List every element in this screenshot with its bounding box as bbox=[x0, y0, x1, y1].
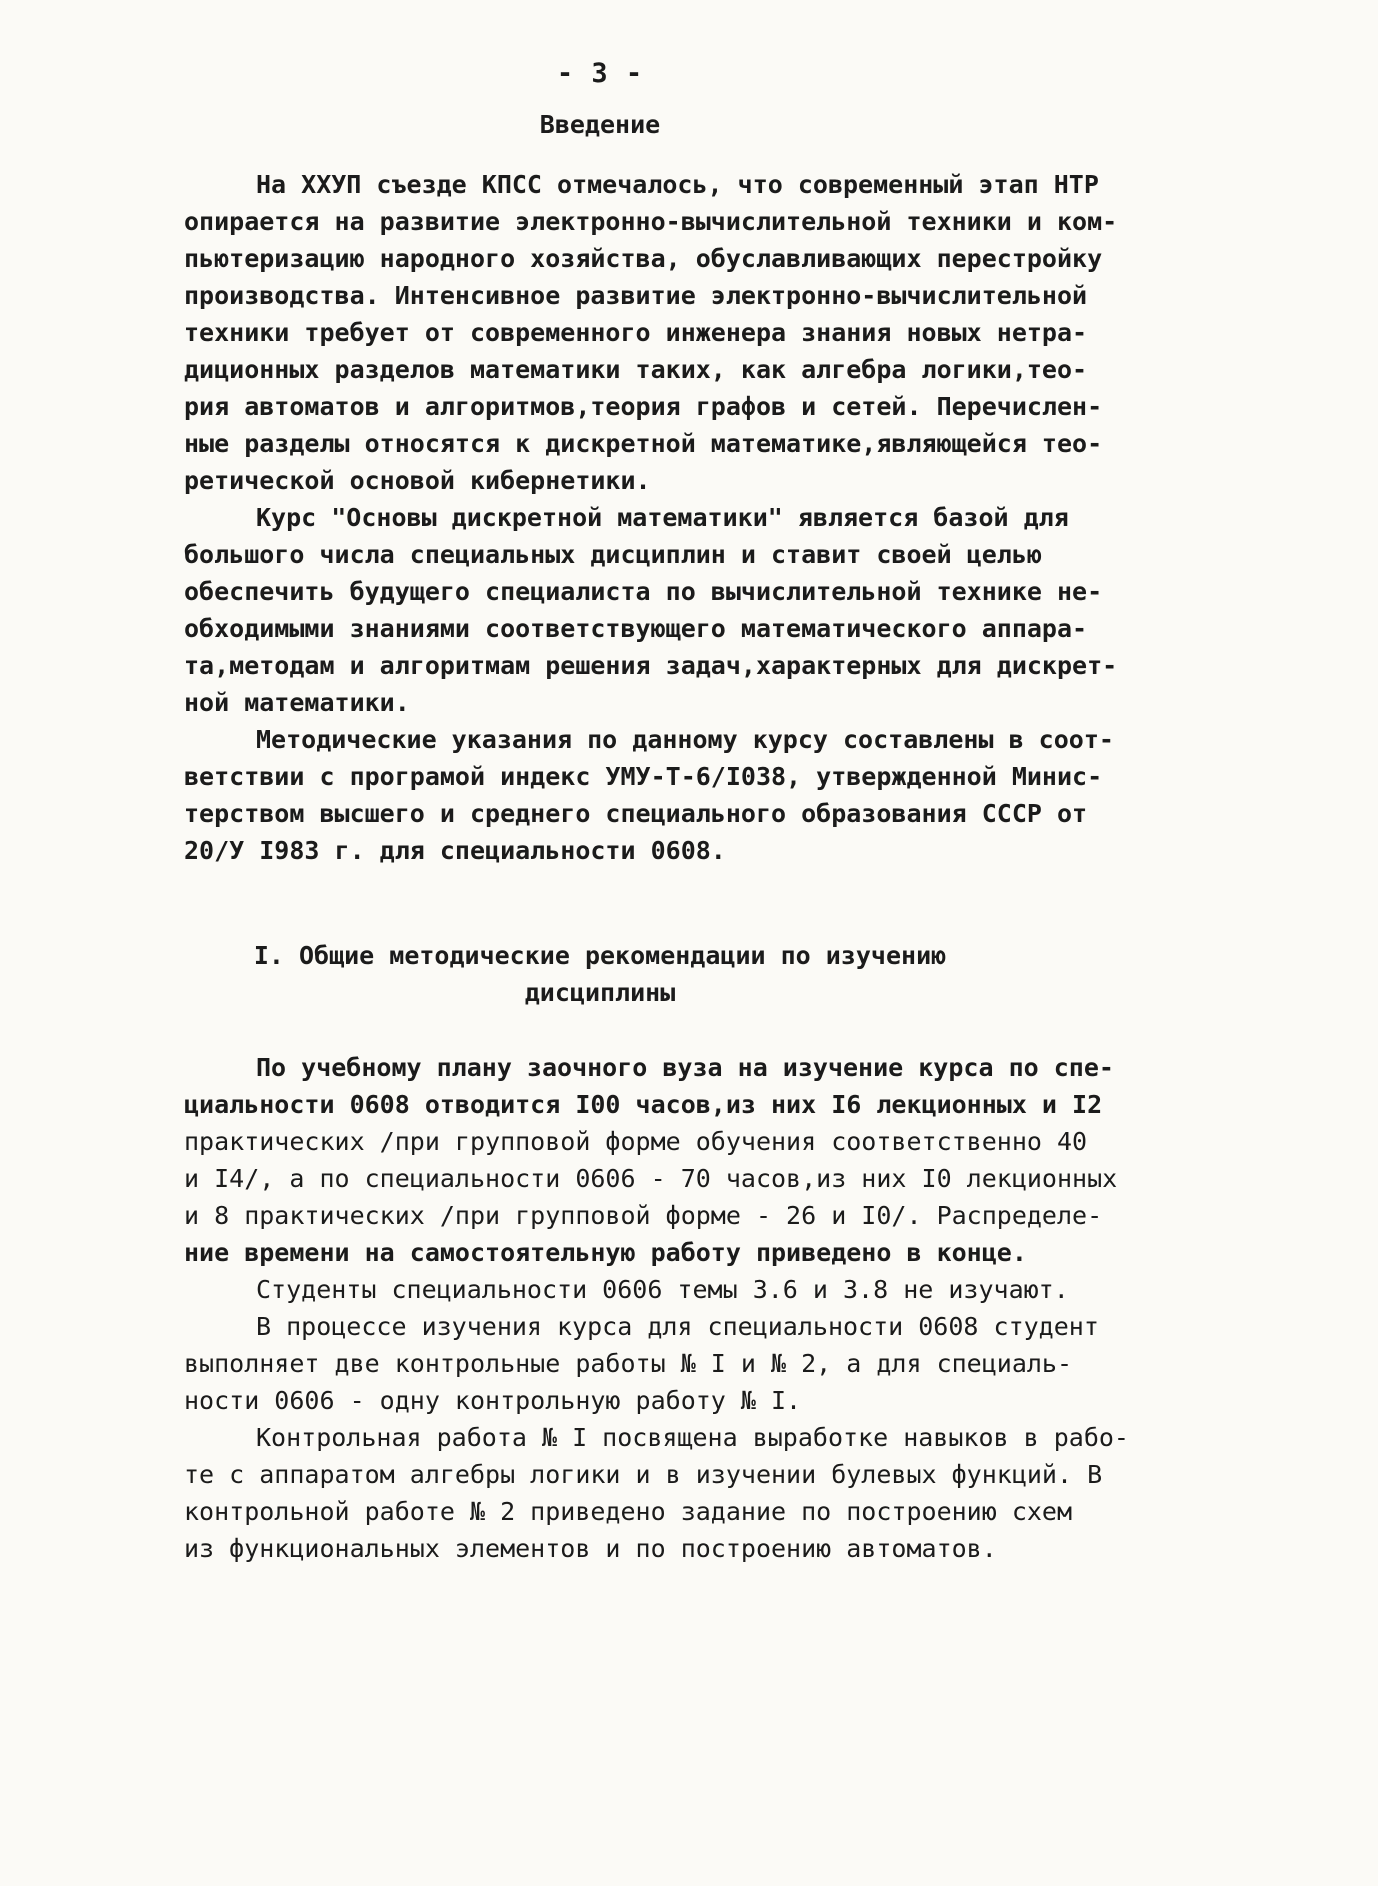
section-line: и I4/, а по специальности 0606 - 70 часов,из них I0 лекционных bbox=[184, 1164, 1118, 1193]
introduction-line: диционных разделов математики таких, как алгебра логики,тео- bbox=[184, 355, 1088, 384]
introduction-line: та,методам и алгоритмам решения задач,характерных для дискрет- bbox=[184, 651, 1118, 680]
section-line: циальности 0608 отводится I00 часов,из них I6 лекционных и I2 bbox=[184, 1090, 1103, 1119]
section-title bbox=[0, 937, 1200, 1011]
introduction-line: ретической основой кибернетики. bbox=[184, 466, 651, 495]
introduction-line: техники требует от современного инженера знания новых нетра- bbox=[184, 318, 1088, 347]
page-number: - 3 - bbox=[556, 58, 644, 89]
introduction-line: терством высшего и среднего специального образования СССР от bbox=[184, 799, 1088, 828]
section-text bbox=[184, 1049, 1184, 1567]
introduction-line: Курс "Основы дискретной математики" является базой для bbox=[256, 503, 1069, 532]
section-line: Студенты специальности 0606 темы 3.6 и 3.8 не изучают. bbox=[256, 1275, 1069, 1304]
introduction-text bbox=[184, 166, 1184, 869]
section-line: По учебному плану заочного вуза на изучение курса по спе- bbox=[256, 1053, 1114, 1082]
section-title-line: дисциплины bbox=[524, 978, 676, 1007]
section-line: ние времени на самостоятельную работу приведено в конце. bbox=[184, 1238, 1027, 1267]
introduction-line: ные разделы относятся к дискретной математике,являющейся тео- bbox=[184, 429, 1103, 458]
section-line: выполняет две контрольные работы № I и № 2, а для специаль- bbox=[184, 1349, 1073, 1378]
introduction-line: опирается на развитие электронно-вычислительной техники и ком- bbox=[184, 207, 1118, 236]
introduction-line: производства. Интенсивное развитие электронно-вычислительной bbox=[184, 281, 1088, 310]
introduction-line: На ХХУП съезде КПСС отмечалось, что современный этап НТР bbox=[256, 170, 1099, 199]
section-line: и 8 практических /при групповой форме - 26 и I0/. Распределе- bbox=[184, 1201, 1103, 1230]
section-line: контрольной работе № 2 приведено задание по построению схем bbox=[184, 1497, 1073, 1526]
introduction-title: Введение bbox=[539, 110, 661, 139]
section-line: ности 0606 - одну контрольную работу № I. bbox=[184, 1386, 802, 1415]
introduction-line: ной математики. bbox=[184, 688, 410, 717]
introduction-line: большого числа специальных дисциплин и ставит своей целью bbox=[184, 540, 1042, 569]
introduction-line: пьютеризацию народного хозяйства, обуславливающих перестройку bbox=[184, 244, 1103, 273]
introduction-line: Методические указания по данному курсу составлены в соот- bbox=[256, 725, 1114, 754]
section-line: из функциональных элементов и по построению автоматов. bbox=[184, 1534, 997, 1563]
introduction-line: 20/У I983 г. для специальности 0608. bbox=[184, 836, 726, 865]
section-line: Контрольная работа № I посвящена выработке навыков в рабо- bbox=[256, 1423, 1129, 1452]
introduction-line: обеспечить будущего специалиста по вычислительной технике не- bbox=[184, 577, 1103, 606]
section-line: В процессе изучения курса для специальности 0608 студент bbox=[256, 1312, 1099, 1341]
introduction-line: обходимыми знаниями соответствующего математического аппара- bbox=[184, 614, 1088, 643]
section-title-line: I. Общие методические рекомендации по изучению bbox=[253, 941, 947, 970]
introduction-line: ветствии с програмой индекс УМУ-Т-6/I038, утвержденной Минис- bbox=[184, 762, 1103, 791]
section-line: практических /при групповой форме обучения соответственно 40 bbox=[184, 1127, 1088, 1156]
section-line: те с аппаратом алгебры логики и в изучении булевых функций. В bbox=[184, 1460, 1103, 1489]
introduction-line: рия автоматов и алгоритмов,теория графов и сетей. Перечислен- bbox=[184, 392, 1103, 421]
